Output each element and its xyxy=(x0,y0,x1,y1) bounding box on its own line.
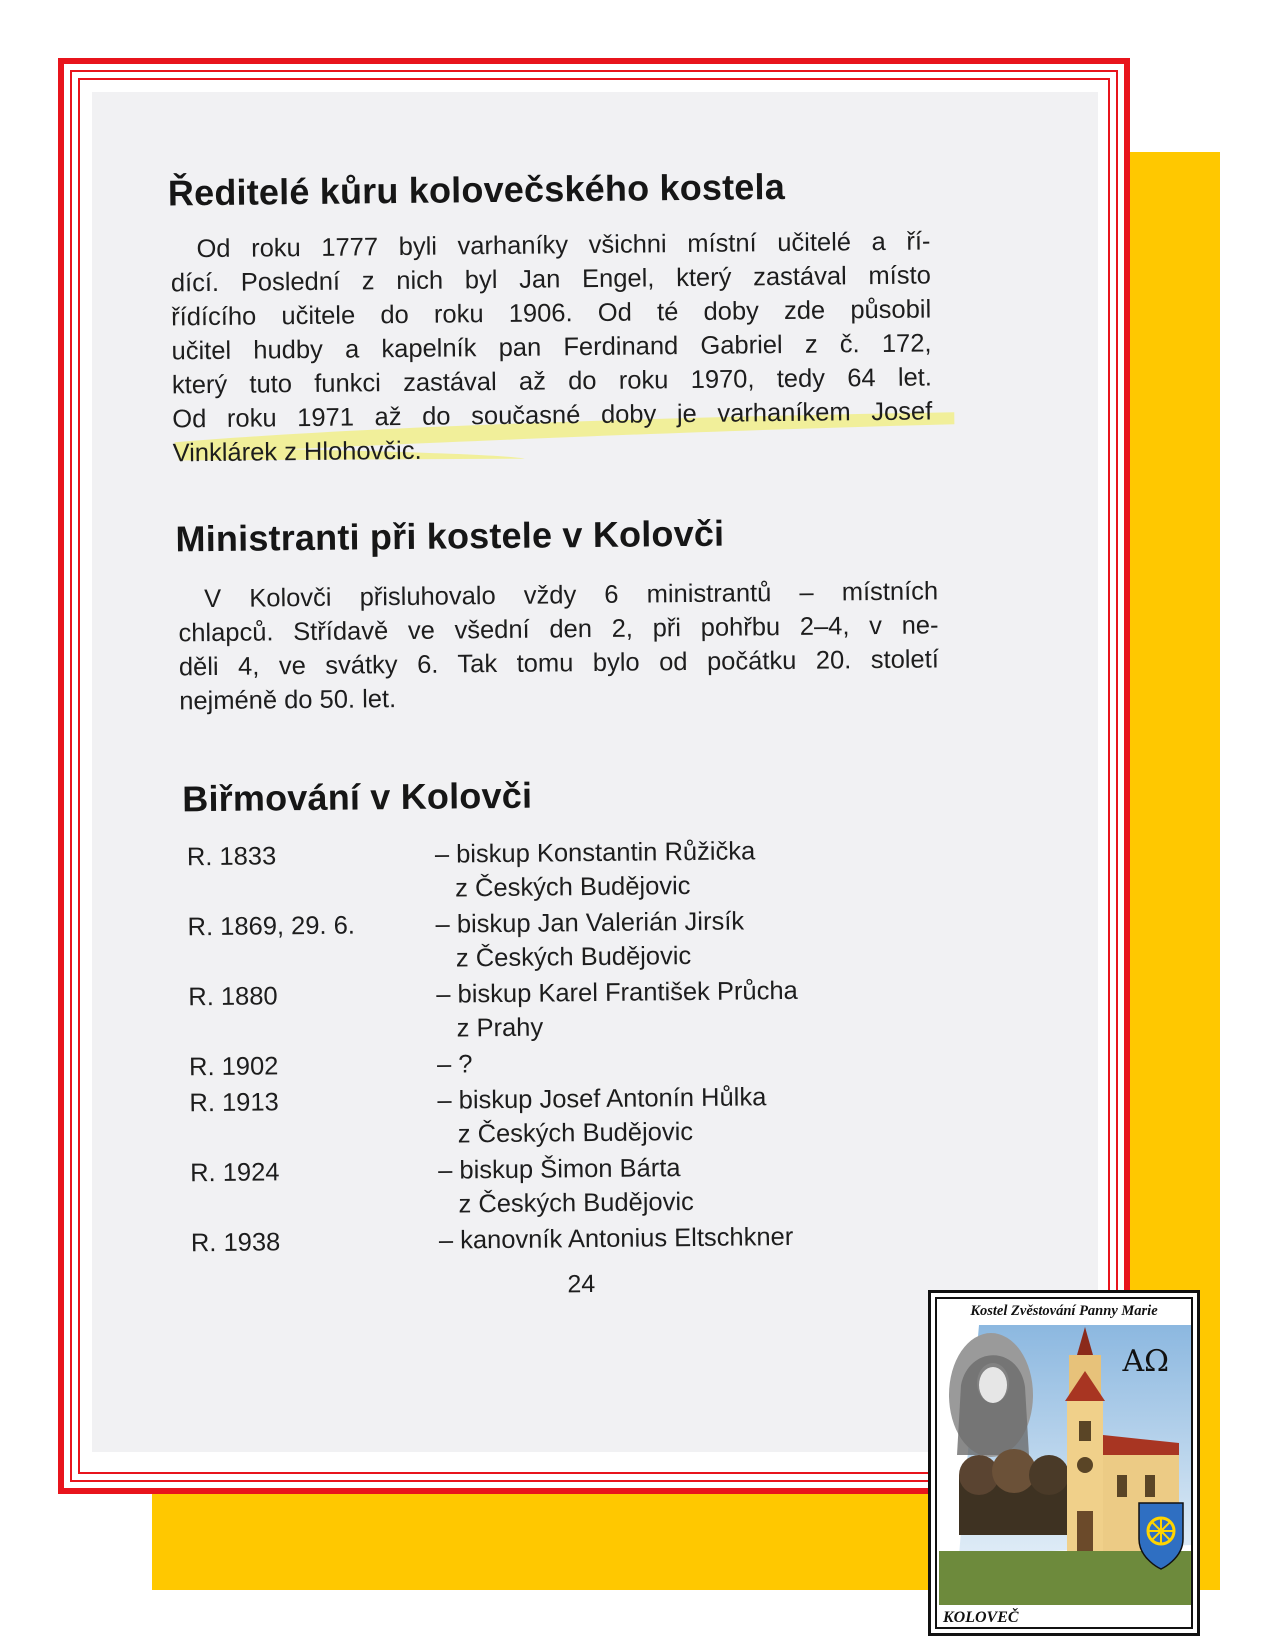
text-line: dící. Poslední z nich byl Jan Engel, který zastával místo xyxy=(170,261,931,298)
text-line: Od roku 1971 až do současné doby je varhaníkem Josef xyxy=(172,397,933,434)
confirmation-year: R. 1902 xyxy=(188,1052,279,1082)
confirmation-bishop: – biskup Karel František Průcha xyxy=(436,976,798,1009)
logo-title: Kostel Zvěstování Panny Marie xyxy=(970,1303,1158,1319)
text-line: chlapců. Střídavě ve všední den 2, při pohřbu 2–4, v ne- xyxy=(178,611,939,648)
section-title-choir: Ředitelé kůru kolovečského kostela xyxy=(167,165,786,214)
text-line: Vinklárek z Hlohovčic. xyxy=(172,436,422,468)
confirmation-year: R. 1833 xyxy=(186,842,277,872)
confirmation-bishop: – kanovník Antonius Eltschkner xyxy=(438,1222,794,1255)
paragraph-altar-boys xyxy=(178,574,939,718)
text-line: učitel hudby a kapelník pan Ferdinand Gabriel z č. 172, xyxy=(171,329,932,366)
paragraph-choir xyxy=(170,224,932,470)
text-line: Od roku 1777 byli varhaníky všichni místní učitelé a ří- xyxy=(196,227,931,264)
page-content xyxy=(85,87,1105,1457)
confirmation-year: R. 1924 xyxy=(190,1158,280,1188)
church-illustration xyxy=(939,1325,1191,1605)
confirmation-bishop: – biskup Josef Antonín Hůlka xyxy=(437,1083,767,1115)
confirmation-origin: z Českých Budějovic xyxy=(457,1117,694,1149)
confirmation-bishop: – biskup Jan Valerián Jirsík xyxy=(435,907,745,939)
text-line: V Kolovči přisluhovalo vždy 6 ministrantů – místních xyxy=(204,577,939,614)
text-line: řídícího učitele do roku 1906. Od té doby zde působil xyxy=(171,295,932,332)
text-line: nejméně do 50. let. xyxy=(179,685,397,716)
text-line: děli 4, ve svátky 6. Tak tomu bylo od počátku 20. století xyxy=(178,645,939,682)
confirmation-year: R. 1913 xyxy=(189,1088,279,1118)
church-logo xyxy=(928,1290,1200,1636)
mary-portrait-icon xyxy=(949,1333,1033,1457)
confirmation-bishop: – biskup Konstantin Růžička xyxy=(434,837,756,869)
logo-town-name: KOLOVEČ xyxy=(943,1609,1019,1626)
alpha-omega-icon: AΩ xyxy=(1122,1344,1169,1379)
section-title-confirmation: Biřmování v Kolovči xyxy=(182,774,533,820)
confirmation-bishop: – ? xyxy=(436,1050,473,1079)
confirmation-year: R. 1880 xyxy=(188,982,278,1012)
text-line: který tuto funkci zastával až do roku 1970, tedy 64 let. xyxy=(171,363,933,400)
confirmation-origin: z Českých Budějovic xyxy=(455,942,692,973)
section-title-altar-boys: Ministranti při kostele v Kolovči xyxy=(175,512,725,560)
confirmation-origin: z Českých Budějovic xyxy=(455,872,691,903)
confirmation-bishop: – biskup Šimon Bárta xyxy=(438,1154,681,1185)
confirmation-year: R. 1869, 29. 6. xyxy=(187,911,356,942)
confirmation-origin: z Českých Budějovic xyxy=(458,1187,694,1219)
page-number: 24 xyxy=(567,1270,596,1299)
confirmation-year: R. 1938 xyxy=(190,1228,281,1258)
confirmation-origin: z Prahy xyxy=(456,1013,544,1043)
